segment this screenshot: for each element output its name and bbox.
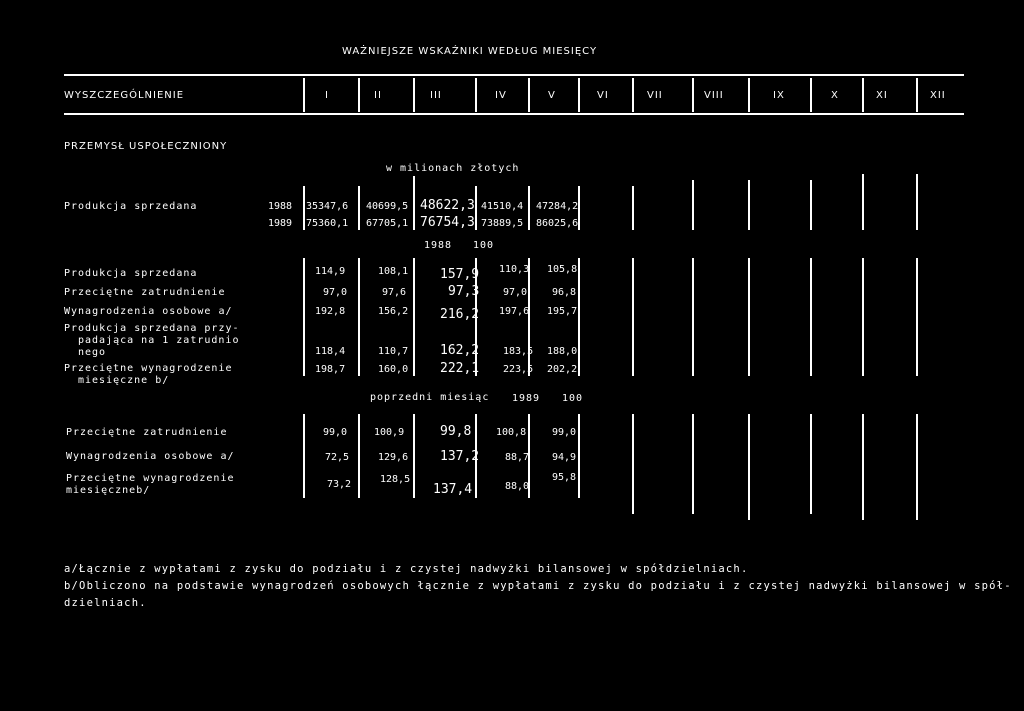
column-rule: [413, 414, 415, 498]
header-month: III: [430, 90, 442, 101]
cell-value: 195,7: [547, 306, 578, 317]
row-label: nego: [78, 347, 107, 358]
cell-value: 76754,3: [420, 215, 475, 230]
cell-value: 99,0: [552, 427, 577, 438]
header-month: IX: [773, 90, 785, 101]
index-year: 1989: [512, 393, 541, 404]
header-month: VIII: [704, 90, 724, 101]
column-rule: [916, 258, 918, 376]
column-rule: [748, 180, 750, 230]
cell-value: 183,5: [503, 346, 534, 357]
cell-value: 67705,1: [366, 218, 409, 229]
cell-value: 192,8: [315, 306, 346, 317]
column-rule: [748, 414, 750, 520]
header-month: VII: [647, 90, 663, 101]
row-label: padająca na 1 zatrudnio: [78, 335, 240, 346]
cell-value: 137,2: [440, 449, 480, 464]
column-rule: [916, 174, 918, 230]
cell-value: 72,5: [325, 452, 350, 463]
cell-value: 73889,5: [481, 218, 524, 229]
cell-value: 86025,6: [536, 218, 579, 229]
column-rule: [810, 180, 812, 230]
header-month: IV: [495, 90, 507, 101]
index-year: 1988: [424, 240, 453, 251]
cell-value: 114,9: [315, 266, 346, 277]
column-rule: [413, 258, 415, 376]
row-label: Przeciętne wynagrodzenie: [64, 363, 233, 374]
footnote-a: a/Łącznie z wypłatami z zysku do podziału i z czystej nadwyżki bilansowej w spółdzielniach.: [64, 563, 749, 575]
header-row-label: WYSZCZEGÓLNIENIE: [64, 90, 185, 101]
index-base: 100: [562, 393, 584, 404]
header-divider: [303, 78, 305, 112]
cell-value: 100,8: [496, 427, 527, 438]
column-rule: [632, 258, 634, 376]
column-rule: [578, 414, 580, 498]
row-year: 1988: [268, 201, 293, 212]
column-rule: [303, 186, 305, 230]
column-rule: [413, 176, 415, 230]
column-rule: [358, 414, 360, 498]
column-rule: [810, 258, 812, 376]
table-title: WAŻNIEJSZE WSKAŹNIKI WEDŁUG MIESIĘCY: [342, 46, 598, 57]
index-base: 100: [473, 240, 495, 251]
cell-value: 137,4: [433, 482, 473, 497]
cell-value: 202,2: [547, 364, 578, 375]
header-month: II: [374, 90, 382, 101]
cell-value: 94,9: [552, 452, 577, 463]
cell-value: 97,6: [382, 287, 407, 298]
header-bottom-rule: [64, 113, 964, 115]
cell-value: 48622,3: [420, 198, 475, 213]
cell-value: 216,2: [440, 307, 480, 322]
row-label: Przeciętne wynagrodzenie: [66, 473, 235, 484]
header-divider: [475, 78, 477, 112]
cell-value: 99,0: [323, 427, 348, 438]
column-rule: [862, 174, 864, 230]
cell-value: 97,0: [503, 287, 528, 298]
row-label: Przeciętne zatrudnienie: [64, 287, 226, 298]
column-rule: [692, 258, 694, 376]
section-title: PRZEMYSŁ USPOŁECZNIONY: [64, 141, 228, 152]
cell-value: 162,2: [440, 343, 480, 358]
column-rule: [528, 258, 530, 376]
header-month: X: [831, 90, 839, 101]
header-month: I: [325, 90, 329, 101]
cell-value: 222,1: [440, 361, 480, 376]
column-rule: [578, 258, 580, 376]
cell-value: 88,7: [505, 452, 530, 463]
row-year: 1989: [268, 218, 293, 229]
cell-value: 73,2: [327, 479, 352, 490]
cell-value: 88,0: [505, 481, 530, 492]
column-rule: [916, 414, 918, 520]
cell-value: 95,8: [552, 472, 577, 483]
cell-value: 198,7: [315, 364, 346, 375]
column-rule: [475, 186, 477, 230]
column-rule: [528, 186, 530, 230]
column-rule: [303, 414, 305, 498]
column-rule: [358, 258, 360, 376]
row-label: Produkcja sprzedana: [64, 268, 198, 279]
column-rule: [632, 186, 634, 230]
column-rule: [578, 186, 580, 230]
index-label: poprzedni miesiąc: [370, 392, 490, 403]
header-divider: [748, 78, 750, 112]
cell-value: 118,4: [315, 346, 346, 357]
row-label: Wynagrodzenia osobowe a/: [66, 451, 235, 462]
footnote-b-cont: dzielniach.: [64, 597, 147, 609]
row-label: Wynagrodzenia osobowe a/: [64, 306, 233, 317]
header-top-rule: [64, 74, 964, 76]
header-month: V: [548, 90, 556, 101]
cell-value: 160,0: [378, 364, 409, 375]
header-divider: [528, 78, 530, 112]
cell-value: 35347,6: [306, 201, 349, 212]
header-divider: [632, 78, 634, 112]
header-month: VI: [597, 90, 609, 101]
cell-value: 128,5: [380, 474, 411, 485]
column-rule: [358, 186, 360, 230]
cell-value: 99,8: [440, 424, 472, 439]
row-label: miesięczneb/: [66, 485, 151, 496]
header-month: XI: [876, 90, 888, 101]
header-divider: [692, 78, 694, 112]
footnote-b: b/Obliczono na podstawie wynagrodzeń osobowych łącznie z wypłatami z zysku do podziału i z czystej nadwyżki bilansowej w spół-: [64, 580, 1012, 592]
cell-value: 197,6: [499, 306, 530, 317]
cell-value: 105,8: [547, 264, 578, 275]
column-rule: [748, 258, 750, 376]
cell-value: 97,0: [323, 287, 348, 298]
header-divider: [862, 78, 864, 112]
cell-value: 157,9: [440, 267, 480, 282]
header-divider: [916, 78, 918, 112]
cell-value: 156,2: [378, 306, 409, 317]
row-label: Przeciętne zatrudnienie: [66, 427, 228, 438]
header-month: XII: [930, 90, 946, 101]
column-rule: [810, 414, 812, 514]
cell-value: 110,7: [378, 346, 409, 357]
row-label: Produkcja sprzedana: [64, 201, 198, 212]
column-rule: [862, 258, 864, 376]
column-rule: [303, 258, 305, 376]
column-rule: [862, 414, 864, 520]
cell-value: 75360,1: [306, 218, 349, 229]
column-rule: [692, 414, 694, 514]
column-rule: [632, 414, 634, 514]
cell-value: 96,8: [552, 287, 577, 298]
cell-value: 108,1: [378, 266, 409, 277]
cell-value: 41510,4: [481, 201, 524, 212]
cell-value: 100,9: [374, 427, 405, 438]
cell-value: 40699,5: [366, 201, 409, 212]
header-divider: [578, 78, 580, 112]
cell-value: 129,6: [378, 452, 409, 463]
cell-value: 110,3: [499, 264, 530, 275]
cell-value: 188,0: [547, 346, 578, 357]
cell-value: 47284,2: [536, 201, 579, 212]
unit-label: w milionach złotych: [386, 163, 520, 174]
header-divider: [358, 78, 360, 112]
cell-value: 97,3: [448, 284, 480, 299]
header-divider: [810, 78, 812, 112]
header-divider: [413, 78, 415, 112]
cell-value: 223,5: [503, 364, 534, 375]
row-label: miesięczne b/: [78, 375, 170, 386]
row-label: Produkcja sprzedana przy-: [64, 323, 240, 334]
column-rule: [692, 180, 694, 230]
